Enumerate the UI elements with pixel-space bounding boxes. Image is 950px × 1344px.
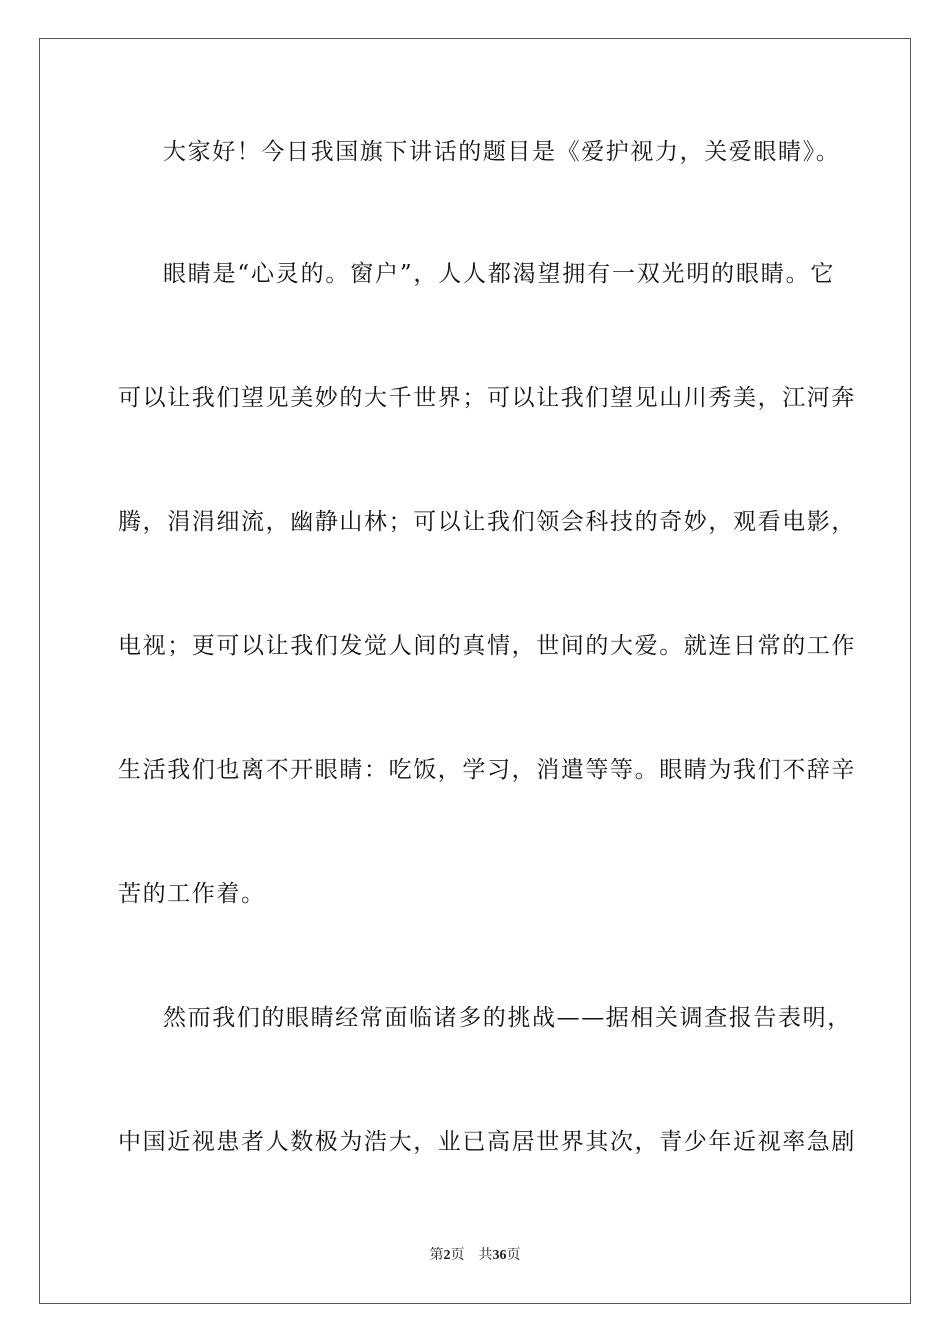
footer-total-prefix: 共 [478, 1248, 493, 1263]
paragraph-line-4: 腾，涓涓细流，幽静山林；可以让我们领会科技的奇妙，观看电影， [118, 509, 856, 535]
page-border [39, 38, 911, 1304]
paragraph-line-8: 然而我们的眼睛经常面临诸多的挑战——据相关调查报告表明， [163, 1005, 852, 1031]
paragraph-line-3: 可以让我们望见美妙的大千世界；可以让我们望见山川秀美，江河奔 [118, 385, 856, 411]
paragraph-line-5: 电视；更可以让我们发觉人间的真情，世间的大爱。就连日常的工作 [118, 633, 856, 659]
footer-page-prefix: 第 [429, 1248, 444, 1263]
paragraph-line-9: 中国近视患者人数极为浩大，业已高居世界其次，青少年近视率急剧 [118, 1129, 856, 1155]
footer-page-number: 2 [443, 1248, 451, 1263]
footer-total-suffix: 页 [506, 1248, 521, 1263]
footer-page-suffix: 页 [450, 1248, 465, 1263]
page-footer [0, 1246, 950, 1266]
paragraph-line-6: 生活我们也离不开眼睛：吃饭，学习，消遣等等。眼睛为我们不辞辛 [118, 757, 856, 783]
paragraph-line-1: 大家好！今日我国旗下讲话的题目是《爱护视力，关爱眼睛》。 [163, 139, 841, 165]
paragraph-line-7: 苦的工作着。 [118, 881, 266, 907]
footer-total-pages: 36 [492, 1248, 507, 1263]
paragraph-line-2: 眼睛是“心灵的。窗户”，人人都渴望拥有一双光明的眼睛。它 [163, 261, 835, 287]
